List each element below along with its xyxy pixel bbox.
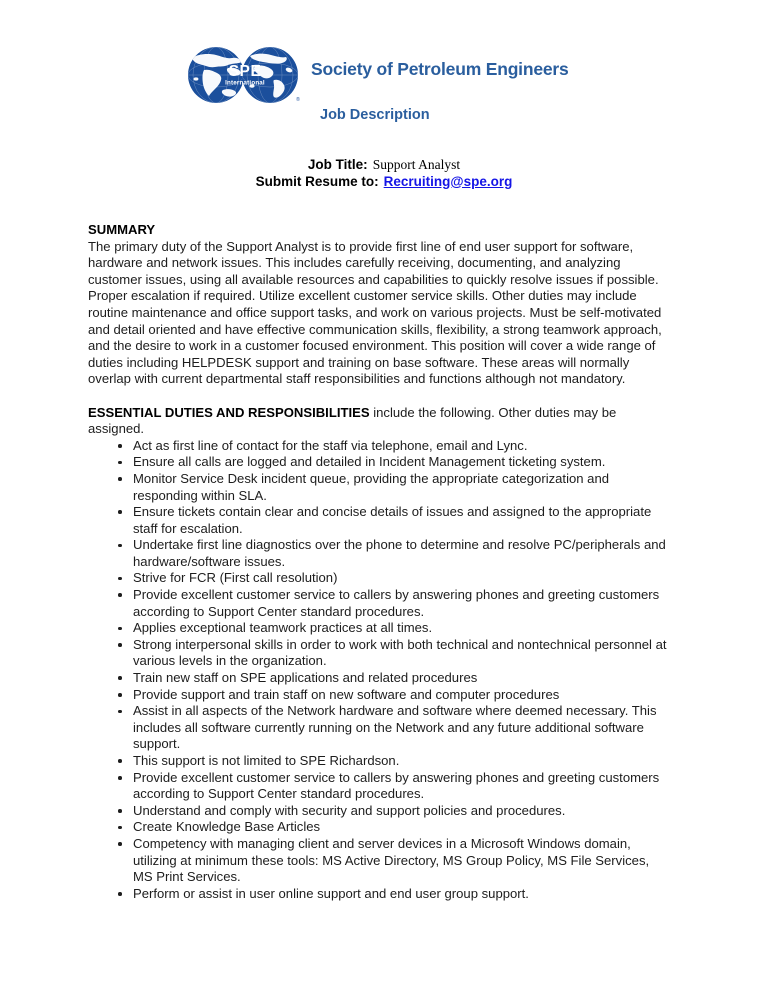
- list-item: [88, 438, 670, 455]
- bullet-icon: [118, 477, 122, 481]
- list-item-text: Competency with managing client and server devices in a Microsoft Windows domain, utilizing at minimum these tools: MS Active Directory, MS Group Policy, MS File Services, MS Print Services.: [133, 835, 650, 885]
- list-item: [88, 587, 670, 620]
- list-item: [88, 537, 670, 570]
- bullet-icon: [118, 643, 122, 647]
- recruiting-email-link[interactable]: Recruiting@spe.org: [383, 173, 513, 189]
- document-kind-heading: Job Description: [320, 107, 430, 123]
- bullet-icon: [118, 676, 122, 680]
- spe-wordmark: SPE: [228, 63, 262, 80]
- bullet-icon: [118, 577, 122, 581]
- list-item-text: Assist in all aspects of the Network hardware and software where deemed necessary. This includes all software currently running on the Network and any future additional software support.: [133, 703, 657, 752]
- bullet-icon: [118, 444, 122, 448]
- list-item-text: Provide excellent customer service to callers by answering phones and greeting customers according to Support Center standard procedures.: [133, 769, 660, 802]
- list-item-text: Applies exceptional teamwork practices at all times.: [133, 620, 433, 636]
- bullet-icon: [118, 842, 122, 846]
- list-item: [88, 454, 670, 471]
- list-item-text: Strive for FCR (First call resolution): [133, 570, 338, 586]
- list-item-text: Understand and comply with security and support policies and procedures.: [133, 802, 566, 818]
- document-body: [88, 222, 670, 902]
- bullet-icon: [118, 809, 122, 813]
- international-wordmark: International: [225, 79, 265, 87]
- list-item-text: Provide excellent customer service to callers by answering phones and greeting customers according to Support Center standard procedures.: [133, 587, 660, 619]
- list-item-text: Train new staff on SPE applications and related procedures: [133, 670, 478, 686]
- registered-mark: ®: [296, 97, 300, 103]
- list-item: [88, 687, 670, 704]
- list-item: [88, 637, 670, 670]
- bullet-icon: [118, 710, 122, 714]
- summary-paragraph: The primary duty of the Support Analyst is to provide first line of end user support for software, hardware and network issues. This includes carefully receiving, documenting, and analyzing customer issues, using all available resources and capabilities to quickly resolve issues if possible. Proper escalation if required. Utilize excellent customer service skills. Other duties may include routine maintenance and office support tasks, and work on various projects. Must be self-motivated and detail oriented and have effective communication skills, flexibility, a strong teamwork approach, and the desire to work in a customer focused environment. This position will cover a wide range of duties including HELPDESK support and training on base software. These areas will normally overlap with current departmental staff responsibilities and functions although not mandatory.: [88, 238, 662, 387]
- list-item: [88, 886, 670, 903]
- list-item: [88, 670, 670, 687]
- list-item-text: Strong interpersonal skills in order to work with both technical and nontechnical personnel at various levels in the organization.: [133, 636, 667, 669]
- list-item: [88, 570, 670, 587]
- list-item-text: Ensure all calls are logged and detailed in Incident Management ticketing system.: [133, 454, 606, 470]
- summary-heading: SUMMARY: [88, 222, 156, 237]
- list-item-text: Provide support and train staff on new software and computer procedures: [133, 686, 560, 702]
- list-item: [88, 770, 670, 803]
- list-item-text: Act as first line of contact for the staff via telephone, email and Lync.: [133, 437, 528, 453]
- essential-duties-list: [88, 438, 670, 903]
- bullet-icon: [118, 593, 122, 597]
- document-header: [182, 44, 602, 139]
- list-item: [88, 504, 670, 537]
- list-item: [88, 819, 670, 836]
- list-item-text: Undertake first line diagnostics over the phone to determine and resolve PC/peripherals and hardware/software issues.: [133, 537, 666, 569]
- essential-duties-lead-in: include the following. Other duties may be assigned.: [88, 404, 617, 437]
- submit-resume-label: Submit Resume to:: [255, 173, 379, 189]
- bullet-icon: [118, 544, 122, 548]
- list-item-text: Monitor Service Desk incident queue, providing the appropriate categorization and responding within SLA.: [133, 470, 610, 503]
- list-item-text: Ensure tickets contain clear and concise details of issues and assigned to the appropriate staff for escalation.: [133, 504, 652, 536]
- bullet-icon: [118, 461, 122, 465]
- list-item: [88, 836, 670, 886]
- bullet-icon: [118, 892, 122, 896]
- list-item: [88, 803, 670, 820]
- bullet-icon: [118, 759, 122, 763]
- bullet-icon: [118, 776, 122, 780]
- list-item-text: This support is not limited to SPE Richardson.: [133, 753, 400, 768]
- list-item: [88, 471, 670, 504]
- list-item: [88, 620, 670, 637]
- bullet-icon: [118, 627, 122, 631]
- spe-globe-logo-icon: [182, 46, 310, 104]
- bullet-icon: [118, 510, 122, 514]
- bullet-icon: [118, 826, 122, 830]
- job-title-line: [88, 157, 680, 174]
- essential-duties-heading: ESSENTIAL DUTIES AND RESPONSIBILITIES: [88, 404, 370, 420]
- organization-name: Society of Petroleum Engineers: [311, 59, 569, 79]
- list-item: [88, 753, 670, 770]
- job-title-label: Job Title:: [307, 157, 368, 172]
- job-title-value: Support Analyst: [372, 157, 461, 172]
- essential-duties-heading-line: [88, 405, 670, 438]
- bullet-icon: [118, 693, 122, 697]
- section-spacer: [88, 388, 670, 405]
- list-item-text: Perform or assist in user online support and end user group support.: [133, 885, 529, 901]
- submit-resume-line: [88, 174, 680, 191]
- list-item-text: Create Knowledge Base Articles: [133, 819, 321, 835]
- list-item: [88, 703, 670, 753]
- title-block: [88, 157, 680, 190]
